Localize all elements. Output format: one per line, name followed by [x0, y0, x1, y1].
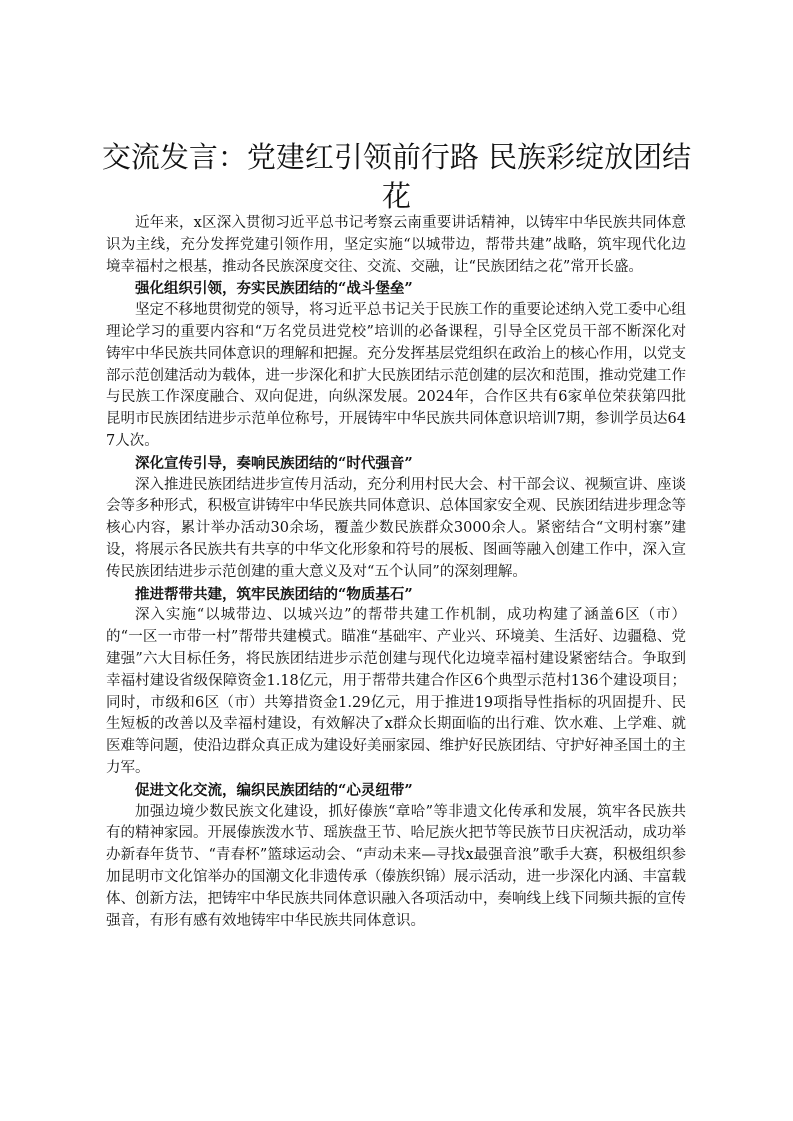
section-heading-co-construction: 推进帮带共建，筑牢民族团结的“物质基石” — [135, 585, 413, 603]
section-body-culture: 加强边境少数民族文化建设，抓好傣族“章哈”等非遗文化传承和发展，筑牢各民族共有的精神家园。开展傣族泼水节、瑶族盘王节、哈尼族火把节等民族节日庆祝活动，成功举办新春年货节、“青春杯”篮球运动会、“声动未来—寻找x最强音浪”歌手大赛，积极组织参加昆明市文化馆举办的国潮文化非遗传承（傣族织锦）展示活动，进一步深化内涵、丰富载体、创新方法，把铸牢中华民族共同体意识融入各项活动中，奏响线上线下同频共振的宣传强音，有形有感有效地铸牢中华民族共同体意识。 — [106, 803, 686, 929]
intro-paragraph: 近年来，x区深入贯彻习近平总书记考察云南重要讲话精神，以铸牢中华民族共同体意识为主线，充分发挥党建引领作用，坚定实施“以城带边，帮带共建”战略，筑牢现代化边境幸福村之根基，推动各民族深度交往、交流、交融，让“民族团结之花”常开长盛。 — [106, 215, 686, 275]
document-body — [106, 213, 686, 932]
section-heading-publicity: 深化宣传引导，奏响民族团结的“时代强音” — [135, 454, 413, 472]
section-heading-organization: 强化组织引领，夯实民族团结的“战斗堡垒” — [135, 280, 413, 298]
section-body-publicity: 深入推进民族团结进步宣传月活动，充分利用村民大会、村干部会议、视频宣讲、座谈会等多种形式，积极宣讲铸牢中华民族共同体意识、总体国家安全观、民族团结进步理念等核心内容，累计举办活动30余场，覆盖少数民族群众3000余人。紧密结合“文明村寨”建设，将展示各民族共有共享的中华文化形象和符号的展板、图画等融入创建工作中，深入宣传民族团结进步示范创建的重大意义及对“五个认同”的深刻理解。 — [106, 476, 686, 580]
section-body-organization: 坚定不移地贯彻党的领导，将习近平总书记关于民族工作的重要论述纳入党工委中心组理论学习的重要内容和“万名党员进党校”培训的必备课程，引导全区党员干部不断深化对铸牢中华民族共同体意识的理解和把握。充分发挥基层党组织在政治上的核心作用，以党支部示范创建活动为载体，进一步深化和扩大民族团结示范创建的层次和范围，推动党建工作与民族工作深度融合、双向促进，向纵深发展。2024年，合作区共有6家单位荣获第四批昆明市民族团结进步示范单位称号，开展铸牢中华民族共同体意识培训7期，参训学员达647人次。 — [106, 302, 686, 449]
section-body-co-construction: 深入实施“以城带边、以城兴边”的帮带共建工作机制，成功构建了涵盖6区（市）的“一区一市带一村”帮带共建模式。瞄准“基础牢、产业兴、环境美、生活好、边疆稳、党建强”六大目标任务，将民族团结进步示范创建与现代化边境幸福村建设紧密结合。争取到幸福村建设省级保障资金1.18亿元，用于帮带共建合作区6个典型示范村136个建设项目；同时，市级和6区（市）共筹措资金1.29亿元，用于推进19项指导性指标的巩固提升、民生短板的改善以及幸福村建设，有效解决了x群众长期面临的出行难、饮水难、上学难、就医难等问题，使沿边群众真正成为建设好美丽家园、维护好民族团结、守护好神圣国土的主力军。 — [106, 607, 686, 776]
document-title: 交流发言：党建红引领前行路 民族彩绽放团结花 — [101, 140, 692, 213]
section-heading-culture: 促进文化交流，编织民族团结的“心灵纽带” — [135, 781, 413, 799]
